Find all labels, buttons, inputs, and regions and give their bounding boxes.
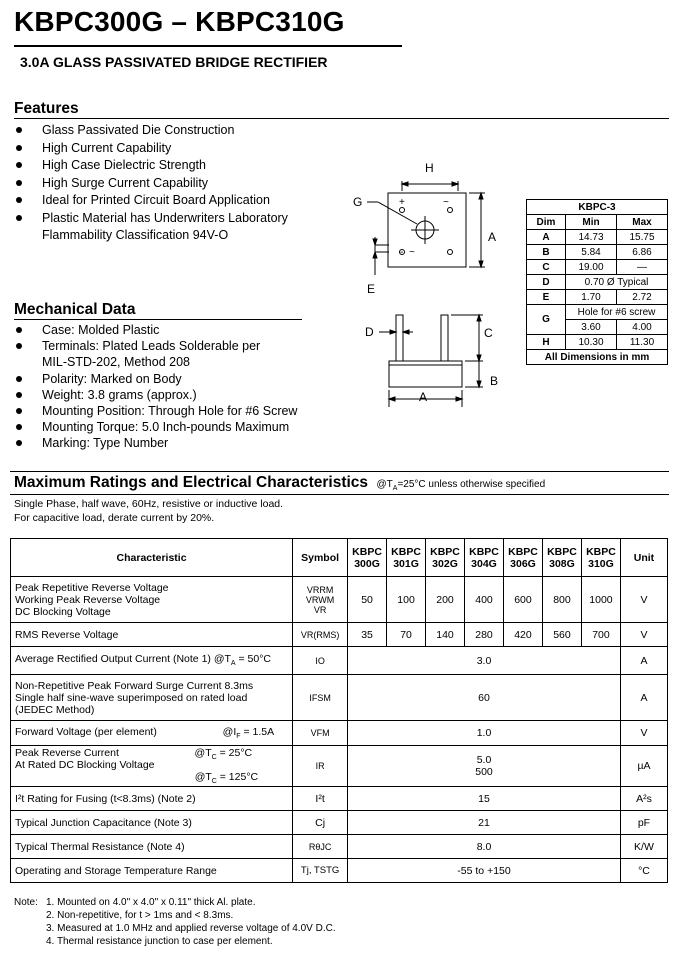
table-row: Peak Repetitive Reverse Voltage Working Peak Reverse Voltage DC Blocking Voltage VRRM VRWM VR 50 100 200 400 600 800 1000 V (11, 577, 668, 623)
table-row: 3.60 4.00 (527, 320, 668, 335)
table-row: Typical Thermal Resistance (Note 4) RθJC 8.0 K/W (11, 835, 668, 859)
note-item: 3. Measured at 1.0 MHz and applied reverse voltage of 4.0V D.C. (46, 923, 336, 934)
dim-label-h: H (425, 161, 434, 175)
ratings-table (10, 538, 668, 883)
features-rule (14, 118, 669, 119)
part-header: KBPC 308G (542, 539, 581, 577)
mechanical-heading: Mechanical Data (14, 301, 136, 318)
list-item: Glass Passivated Die Construction (14, 122, 288, 140)
table-row: I²t Rating for Fusing (t<8.3ms) (Note 2) I²t 15 A²s (11, 787, 668, 811)
package-name: KBPC-3 (527, 200, 668, 215)
table-row: Non-Repetitive Peak Forward Surge Current 8.3ms Single half sine-wave superimposed on rated load (JEDEC Method) IFSM 60 A (11, 675, 668, 721)
document-subtitle: 3.0A GLASS PASSIVATED BRIDGE RECTIFIER (20, 54, 328, 70)
list-item: Terminals: Plated Leads Solderable per (14, 338, 297, 354)
column-header: Symbol (293, 539, 348, 577)
column-header: Dim (527, 215, 566, 230)
package-drawing (345, 155, 520, 415)
list-item: Case: Molded Plastic (14, 322, 297, 338)
table-row: Peak Reverse Current $@T_C = 25^\circ C$ At Rated DC Blocking Voltage $@T_C = 125^\circ C$ IR 5.0 500 µA (11, 746, 668, 787)
note-item: 4. Thermal resistance junction to case per element. (46, 936, 273, 947)
table-row: H 10.30 11.30 (527, 335, 668, 350)
features-heading: Features (14, 100, 79, 117)
polarity-ac-1: ~ (443, 197, 449, 208)
dim-label-a-bottom: A (419, 390, 428, 404)
dim-label-e: E (367, 282, 376, 296)
dim-label-d: D (365, 325, 374, 339)
conditions-line-1: Single Phase, half wave, 60Hz, resistive or inductive load. (14, 498, 284, 510)
ratings-rule-top (10, 471, 669, 472)
document-title: KBPC300G – KBPC310G (14, 6, 345, 37)
part-header: KBPC 310G (581, 539, 620, 577)
polarity-ac-2: ~ (409, 247, 415, 258)
dimension-footer: All Dimensions in mm (527, 350, 668, 365)
list-item: Plastic Material has Underwriters Laboratory (14, 210, 288, 228)
note-item: 1. Mounted on 4.0" x 4.0" x 0.11" thick Al. plate. (46, 897, 256, 908)
dim-label-a: A (488, 230, 497, 244)
mechanical-list (14, 322, 297, 452)
list-item: High Case Dielectric Strength (14, 157, 288, 175)
column-header: Max (617, 215, 668, 230)
notes-label: Note: (14, 897, 38, 908)
list-item: Weight: 3.8 grams (approx.) (14, 387, 297, 403)
table-row: RMS Reverse Voltage VR(RMS) 35 70 140 280 420 560 700 V (11, 623, 668, 647)
table-row: C 19.00 — (527, 260, 668, 275)
column-header: Min (566, 215, 617, 230)
dim-label-b: B (490, 374, 499, 388)
list-item: Ideal for Printed Circuit Board Application (14, 192, 288, 210)
conditions-line-2: For capacitive load, derate current by 20%. (14, 512, 215, 524)
ratings-conditions: $@T_A=25^\circ C$ unless otherwise specified (376, 479, 546, 492)
part-header: KBPC 306G (504, 539, 543, 577)
list-item: Marking: Type Number (14, 435, 297, 451)
list-item: Mounting Torque: 5.0 Inch-pounds Maximum (14, 419, 297, 435)
table-row: Forward Voltage (per element) $@I_F = 1.5A$ VFM 1.0 V (11, 721, 668, 746)
ratings-rule-bottom (10, 494, 669, 495)
dimension-table (526, 199, 668, 365)
table-row: D 0.70 Ø Typical (527, 275, 668, 290)
part-header: KBPC 304G (465, 539, 504, 577)
list-item: Mounting Position: Through Hole for #6 Screw (14, 403, 297, 419)
table-row: E 1.70 2.72 (527, 290, 668, 305)
title-rule (14, 45, 402, 47)
part-header: KBPC 301G (387, 539, 426, 577)
list-item: High Current Capability (14, 140, 288, 158)
table-row: A 14.73 15.75 (527, 230, 668, 245)
table-row: Average Rectified Output Current (Note 1) $@T_A = 50^\circ C$ IO 3.0 A (11, 647, 668, 675)
table-row: Typical Junction Capacitance (Note 3) Cj 21 pF (11, 811, 668, 835)
list-item: Polarity: Marked on Body (14, 371, 297, 387)
table-row: G Hole for #6 screw (527, 305, 668, 320)
table-row: Operating and Storage Temperature Range Tj, TSTG -55 to +150 °C (11, 859, 668, 883)
table-row: B 5.84 6.86 (527, 245, 668, 260)
list-item: High Surge Current Capability (14, 175, 288, 193)
column-header: Unit (620, 539, 667, 577)
mechanical-rule (14, 319, 302, 320)
ratings-heading: Maximum Ratings and Electrical Characteristics $@T_A=25^\circ C$ unless otherwise specified (14, 474, 546, 492)
list-item: MIL-STD-202, Method 208 (42, 355, 190, 370)
table-header-row (11, 539, 668, 577)
polarity-minus: - (400, 247, 404, 258)
column-header: Characteristic (11, 539, 293, 577)
features-list (14, 122, 288, 245)
polarity-plus: + (399, 197, 405, 208)
list-item: Flammability Classification 94V-O (42, 228, 229, 242)
dim-label-g: G (353, 195, 363, 209)
part-header: KBPC 300G (348, 539, 387, 577)
dim-label-c: C (484, 326, 493, 340)
note-item: 2. Non-repetitive, for t > 1ms and < 8.3ms. (46, 910, 234, 921)
part-header: KBPC 302G (426, 539, 465, 577)
